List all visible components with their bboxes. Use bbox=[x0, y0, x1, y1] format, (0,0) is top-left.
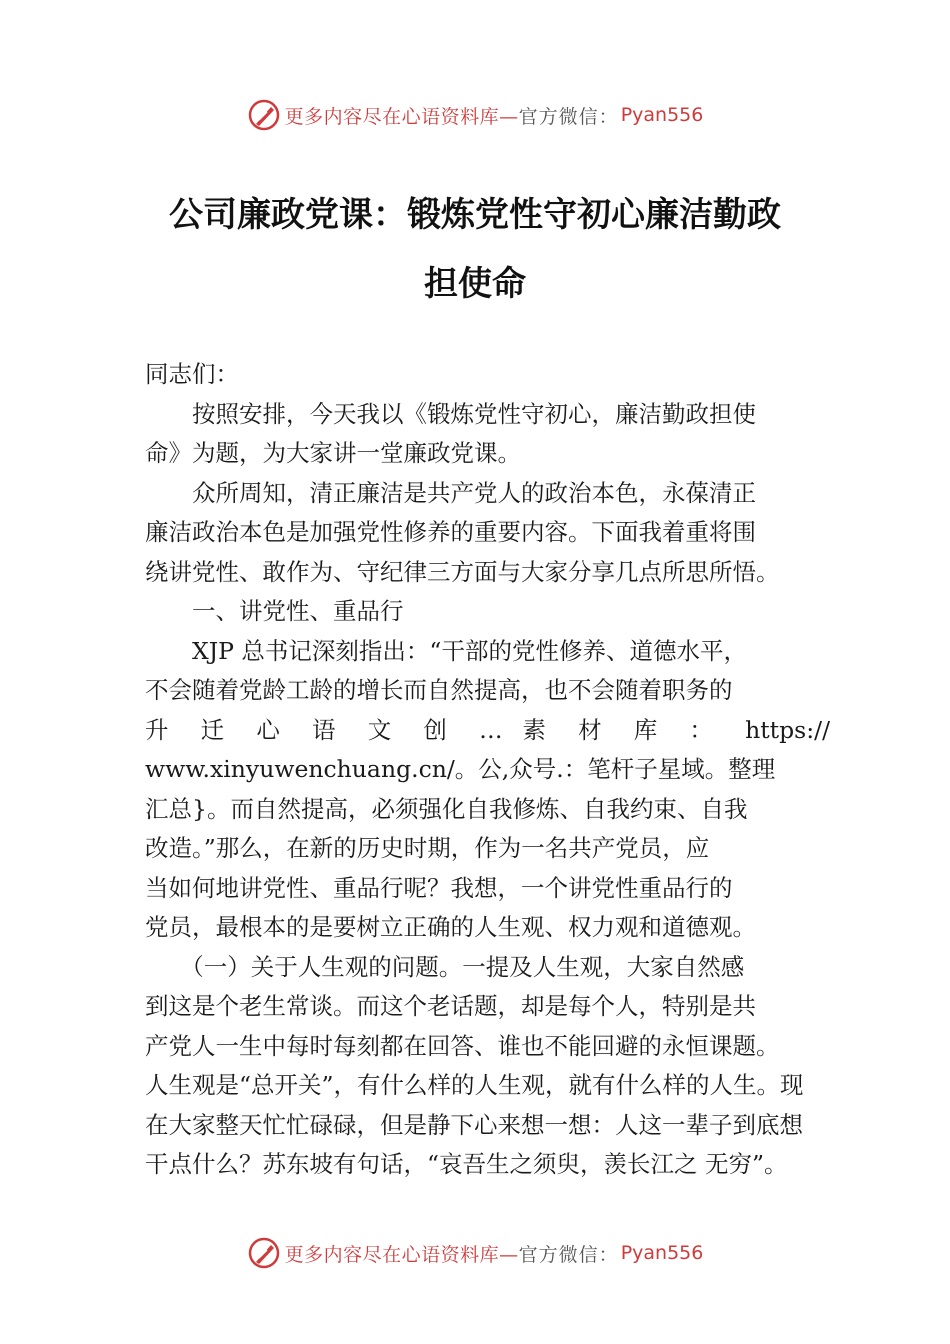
paragraph-line: 不会随着党龄工龄的增长而自然提高，也不会随着职务的 bbox=[145, 676, 733, 704]
section-heading: 一、讲党性、重品行 bbox=[145, 597, 404, 625]
paragraph-line: 众所周知，清正廉洁是共产党人的政治本色，永葆清正 bbox=[145, 478, 756, 507]
banner-official-label: 官方微信： bbox=[518, 1243, 619, 1266]
banner-account: Pyan556 bbox=[620, 1242, 704, 1264]
salutation: 同志们： bbox=[145, 360, 239, 388]
paragraph-line: 干点什么？苏东坡有句话，“哀吾生之须臾，羡长江之 无穷”。 bbox=[145, 1150, 788, 1178]
quill-pen-icon bbox=[247, 1236, 281, 1270]
banner-official-label: 官方微信： bbox=[518, 105, 619, 128]
paragraph-line: www.xinyuwenchuang.cn/。公,众号.：笔杆子星域。整理 bbox=[145, 755, 776, 783]
page-title-line1: 公司廉政党课：锻炼党性守初心廉洁勤政 bbox=[169, 195, 781, 235]
bottom-banner bbox=[0, 1233, 950, 1273]
paragraph-line: 绕讲党性、敢作为、守纪律三方面与大家分享几点所思所悟。 bbox=[145, 557, 780, 586]
paragraph-line: 到这是个老生常谈。而这个老话题，却是每个人，特别是共 bbox=[145, 992, 756, 1020]
top-banner bbox=[0, 95, 950, 135]
paragraph-line: 产党人一生中每时每刻都在回答、谁也不能回避的永恒课题。 bbox=[145, 1031, 780, 1060]
paragraph-line: （一）关于人生观的问题。一提及人生观，大家自然感 bbox=[145, 952, 745, 981]
banner-promo-text: 更多内容尽在心语资料库— bbox=[284, 1243, 519, 1266]
banner-promo-text: 更多内容尽在心语资料库— bbox=[284, 105, 519, 128]
paragraph-line: 人生观是“总开关”，有什么样的人生观，就有什么样的人生。现 bbox=[145, 1071, 804, 1099]
paragraph-line: 命》为题，为大家讲一堂廉政党课。 bbox=[145, 439, 521, 467]
page-title-line2: 担使命 bbox=[424, 264, 526, 304]
paragraph-line: 汇总}。而自然提高，必须强化自我修炼、自我约束、自我 bbox=[145, 794, 748, 823]
paragraph-line: 当如何地讲党性、重品行呢？我想，一个讲党性重品行的 bbox=[145, 873, 733, 902]
paragraph-line: 在大家整天忙忙碌碌，但是静下心来想一想：人这一辈子到底想 bbox=[145, 1110, 803, 1139]
banner-account: Pyan556 bbox=[620, 104, 704, 126]
document-body bbox=[145, 355, 830, 1185]
paragraph-line: 按照安排，今天我以《锻炼党性守初心，廉洁勤政担使 bbox=[145, 399, 756, 428]
quill-pen-icon bbox=[247, 98, 281, 132]
paragraph-line: 改造。”那么，在新的历史时期，作为一名共产党员，应 bbox=[145, 834, 710, 862]
paragraph-line: XJP 总书记深刻指出：“干部的党性修养、道德水平， bbox=[145, 636, 747, 665]
paragraph-line: 廉洁政治本色是加强党性修养的重要内容。下面我着重将围 bbox=[145, 518, 756, 546]
paragraph-line: 党员，最根本的是要树立正确的人生观、权力观和道德观。 bbox=[145, 913, 756, 941]
paragraph-line: 升 迁 心 语 文 创 … 素 材 库 ： https:// bbox=[145, 715, 830, 744]
